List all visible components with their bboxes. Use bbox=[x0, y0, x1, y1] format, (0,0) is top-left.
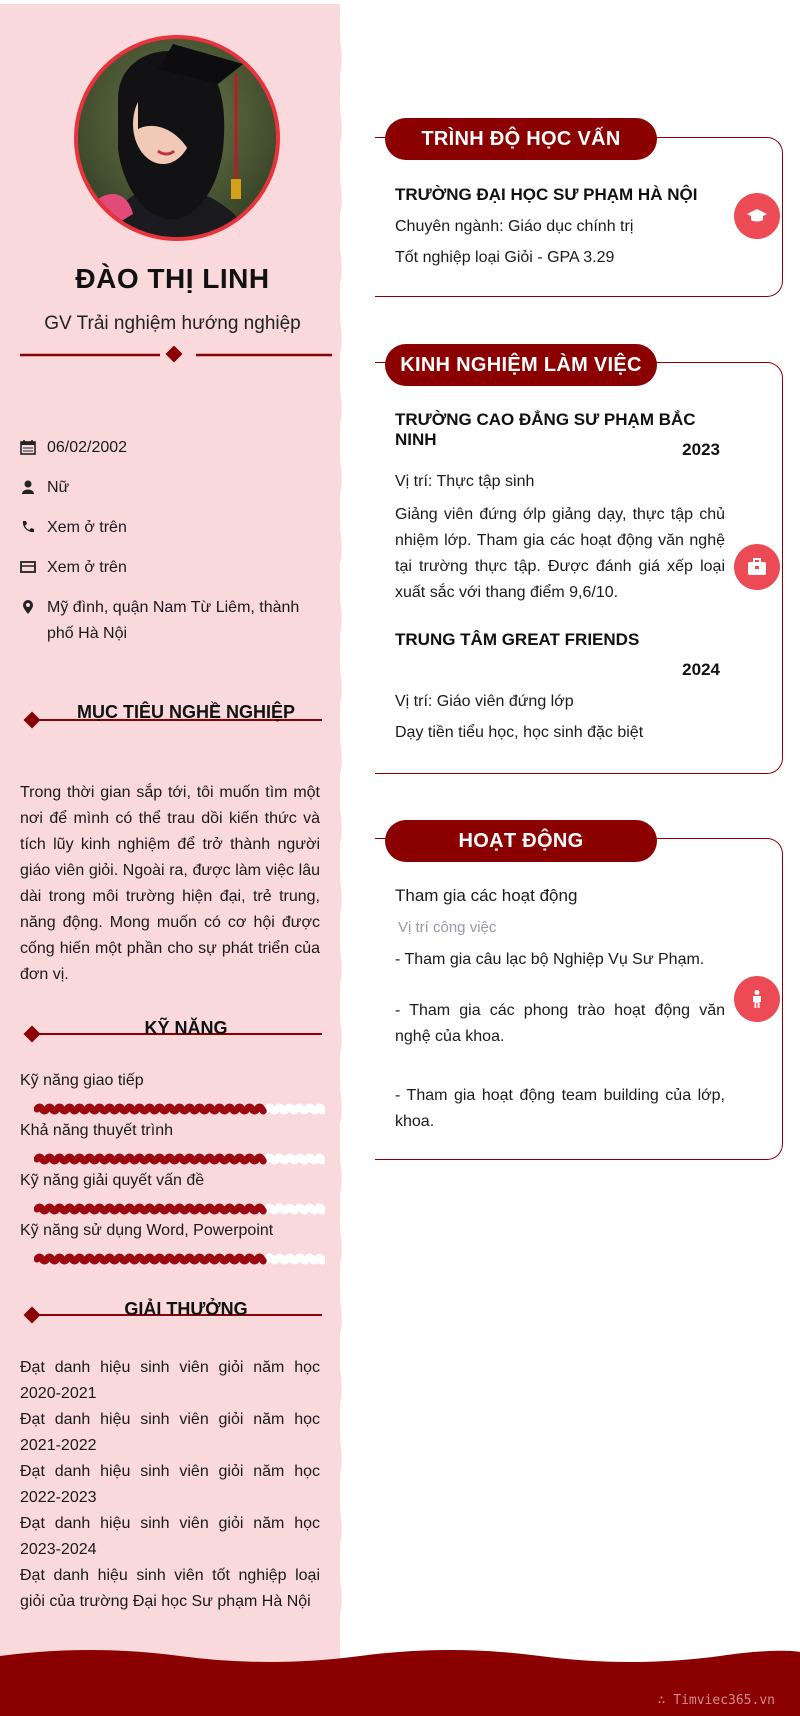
contact-phone-text: Xem ở trên bbox=[47, 519, 127, 536]
portrait-illustration bbox=[78, 39, 276, 237]
job-position: Vị trí: Giáo viên đứng lớp bbox=[395, 693, 574, 710]
skills-title: KỸ NĂNG bbox=[144, 1018, 228, 1038]
skill-item bbox=[20, 1220, 320, 1242]
skill-name: Kỹ năng giải quyết vấn đề bbox=[20, 1172, 205, 1189]
skill-bar bbox=[34, 1102, 325, 1116]
skill-name: Kỹ năng sử dụng Word, Powerpoint bbox=[20, 1222, 274, 1239]
name-divider bbox=[20, 346, 332, 364]
person-icon bbox=[734, 976, 780, 1022]
skill-item bbox=[20, 1170, 320, 1192]
calendar-icon bbox=[20, 439, 36, 455]
job-year: 2024 bbox=[682, 660, 720, 679]
briefcase-icon bbox=[734, 544, 780, 590]
candidate-name: ĐÀO THỊ LINH bbox=[75, 263, 270, 294]
job-company: TRƯỜNG CAO ĐẲNG SƯ PHẠM BẮC NINH bbox=[395, 410, 696, 449]
job-description: Giảng viên đứng ớlp giảng dạy, thực tập chủ nhiệm lớp. Tham gia các hoạt động văn nghệ tại trường thực tập. Được đánh giá xếp loại xuất sắc với thang điểm 9,6/10. bbox=[395, 506, 725, 601]
skill-bar bbox=[34, 1202, 325, 1216]
skill-name: Khả năng thuyết trình bbox=[20, 1122, 173, 1139]
objective-text: Trong thời gian sắp tới, tôi muốn tìm một nơi để mình có thể trau dồi kiến thức và tích lũy kinh nghiệm để trở thành người giáo viên giỏi. Ngoài ra, được làm việc lâu dài trong môi trường hiện đại, trẻ trung, năng động. Mong muốn có cơ hội được cống hiến một phần cho sự phát triển của đơn vị. bbox=[20, 784, 320, 983]
activities-heading: Tham gia các hoạt động bbox=[395, 886, 578, 905]
activity-item: - Tham gia các phong trào hoạt động văn nghệ của khoa. bbox=[395, 1002, 725, 1045]
objective-header bbox=[20, 700, 322, 730]
awards-title: GIẢI THƯỞNG bbox=[124, 1299, 248, 1319]
skills-header bbox=[20, 1014, 322, 1044]
education-box bbox=[375, 137, 783, 297]
award-item: Đạt danh hiệu sinh viên giỏi năm học 2020-2021 bbox=[20, 1359, 320, 1402]
skill-bar-fill bbox=[37, 1157, 263, 1161]
skill-item bbox=[20, 1070, 320, 1092]
skill-bar-fill bbox=[37, 1207, 263, 1211]
skill-bar-fill bbox=[37, 1107, 263, 1111]
contact-gender bbox=[20, 475, 320, 501]
watermark: ∴ Timviec365.vn bbox=[657, 1693, 775, 1708]
location-icon bbox=[20, 599, 36, 615]
wavy-edge-shape bbox=[330, 4, 370, 1664]
contact-email bbox=[20, 555, 320, 581]
award-item: Đạt danh hiệu sinh viên tốt nghiệp loại giỏi của trường Đại học Sư phạm Hà Nội bbox=[20, 1567, 320, 1610]
skill-bar bbox=[34, 1252, 325, 1266]
award-item: Đạt danh hiệu sinh viên giỏi năm học 2023-2024 bbox=[20, 1515, 320, 1558]
skill-bar-fill bbox=[37, 1257, 263, 1261]
activity-item: - Tham gia hoạt động team building của lớp, khoa. bbox=[395, 1087, 725, 1130]
avatar bbox=[74, 35, 280, 241]
skill-name: Kỹ năng giao tiếp bbox=[20, 1072, 144, 1089]
education-school: TRƯỜNG ĐẠI HỌC SƯ PHẠM HÀ NỘI bbox=[395, 185, 698, 204]
contact-phone bbox=[20, 515, 320, 541]
education-title: TRÌNH ĐỘ HỌC VẤN bbox=[385, 118, 657, 160]
contact-email-text: Xem ở trên bbox=[47, 559, 127, 576]
contact-address bbox=[20, 595, 320, 647]
contact-dob-text: 06/02/2002 bbox=[47, 439, 128, 456]
phone-icon bbox=[20, 519, 36, 535]
activities-title: HOẠT ĐỘNG bbox=[385, 820, 657, 862]
skill-bar bbox=[34, 1152, 325, 1166]
experience-title: KINH NGHIỆM LÀM VIỆC bbox=[385, 344, 657, 386]
education-result: Tốt nghiệp loại Giỏi - GPA 3.29 bbox=[395, 249, 615, 266]
contact-gender-text: Nữ bbox=[47, 479, 70, 496]
candidate-role: GV Trải nghiệm hướng nghiệp bbox=[44, 313, 301, 334]
activities-placeholder: Vị trí công việc bbox=[398, 919, 497, 936]
skill-item bbox=[20, 1120, 320, 1142]
award-item: Đạt danh hiệu sinh viên giỏi năm học 2021-2022 bbox=[20, 1411, 320, 1454]
job-company: TRUNG TÂM GREAT FRIENDS bbox=[395, 630, 640, 649]
graduation-cap-icon bbox=[734, 193, 780, 239]
job-description: Dạy tiền tiểu học, học sinh đặc biệt bbox=[395, 724, 644, 741]
education-major: Chuyên ngành: Giáo dục chính trị bbox=[395, 218, 634, 235]
user-icon bbox=[20, 479, 36, 495]
award-item: Đạt danh hiệu sinh viên giỏi năm học 2022-2023 bbox=[20, 1463, 320, 1506]
job-position: Vị trí: Thực tập sinh bbox=[395, 473, 535, 490]
email-icon bbox=[20, 559, 36, 575]
contact-address-text: Mỹ đình, quận Nam Từ Liêm, thành phố Hà Nội bbox=[47, 599, 300, 642]
awards-list bbox=[20, 1355, 320, 1615]
job-year: 2023 bbox=[682, 440, 720, 459]
objective-title: MỤC TIÊU NGHỀ NGHIỆP bbox=[76, 702, 295, 722]
contact-dob bbox=[20, 435, 320, 461]
activity-item: - Tham gia câu lạc bộ Nghiệp Vụ Sư Phạm. bbox=[395, 951, 705, 968]
awards-header bbox=[20, 1295, 322, 1325]
